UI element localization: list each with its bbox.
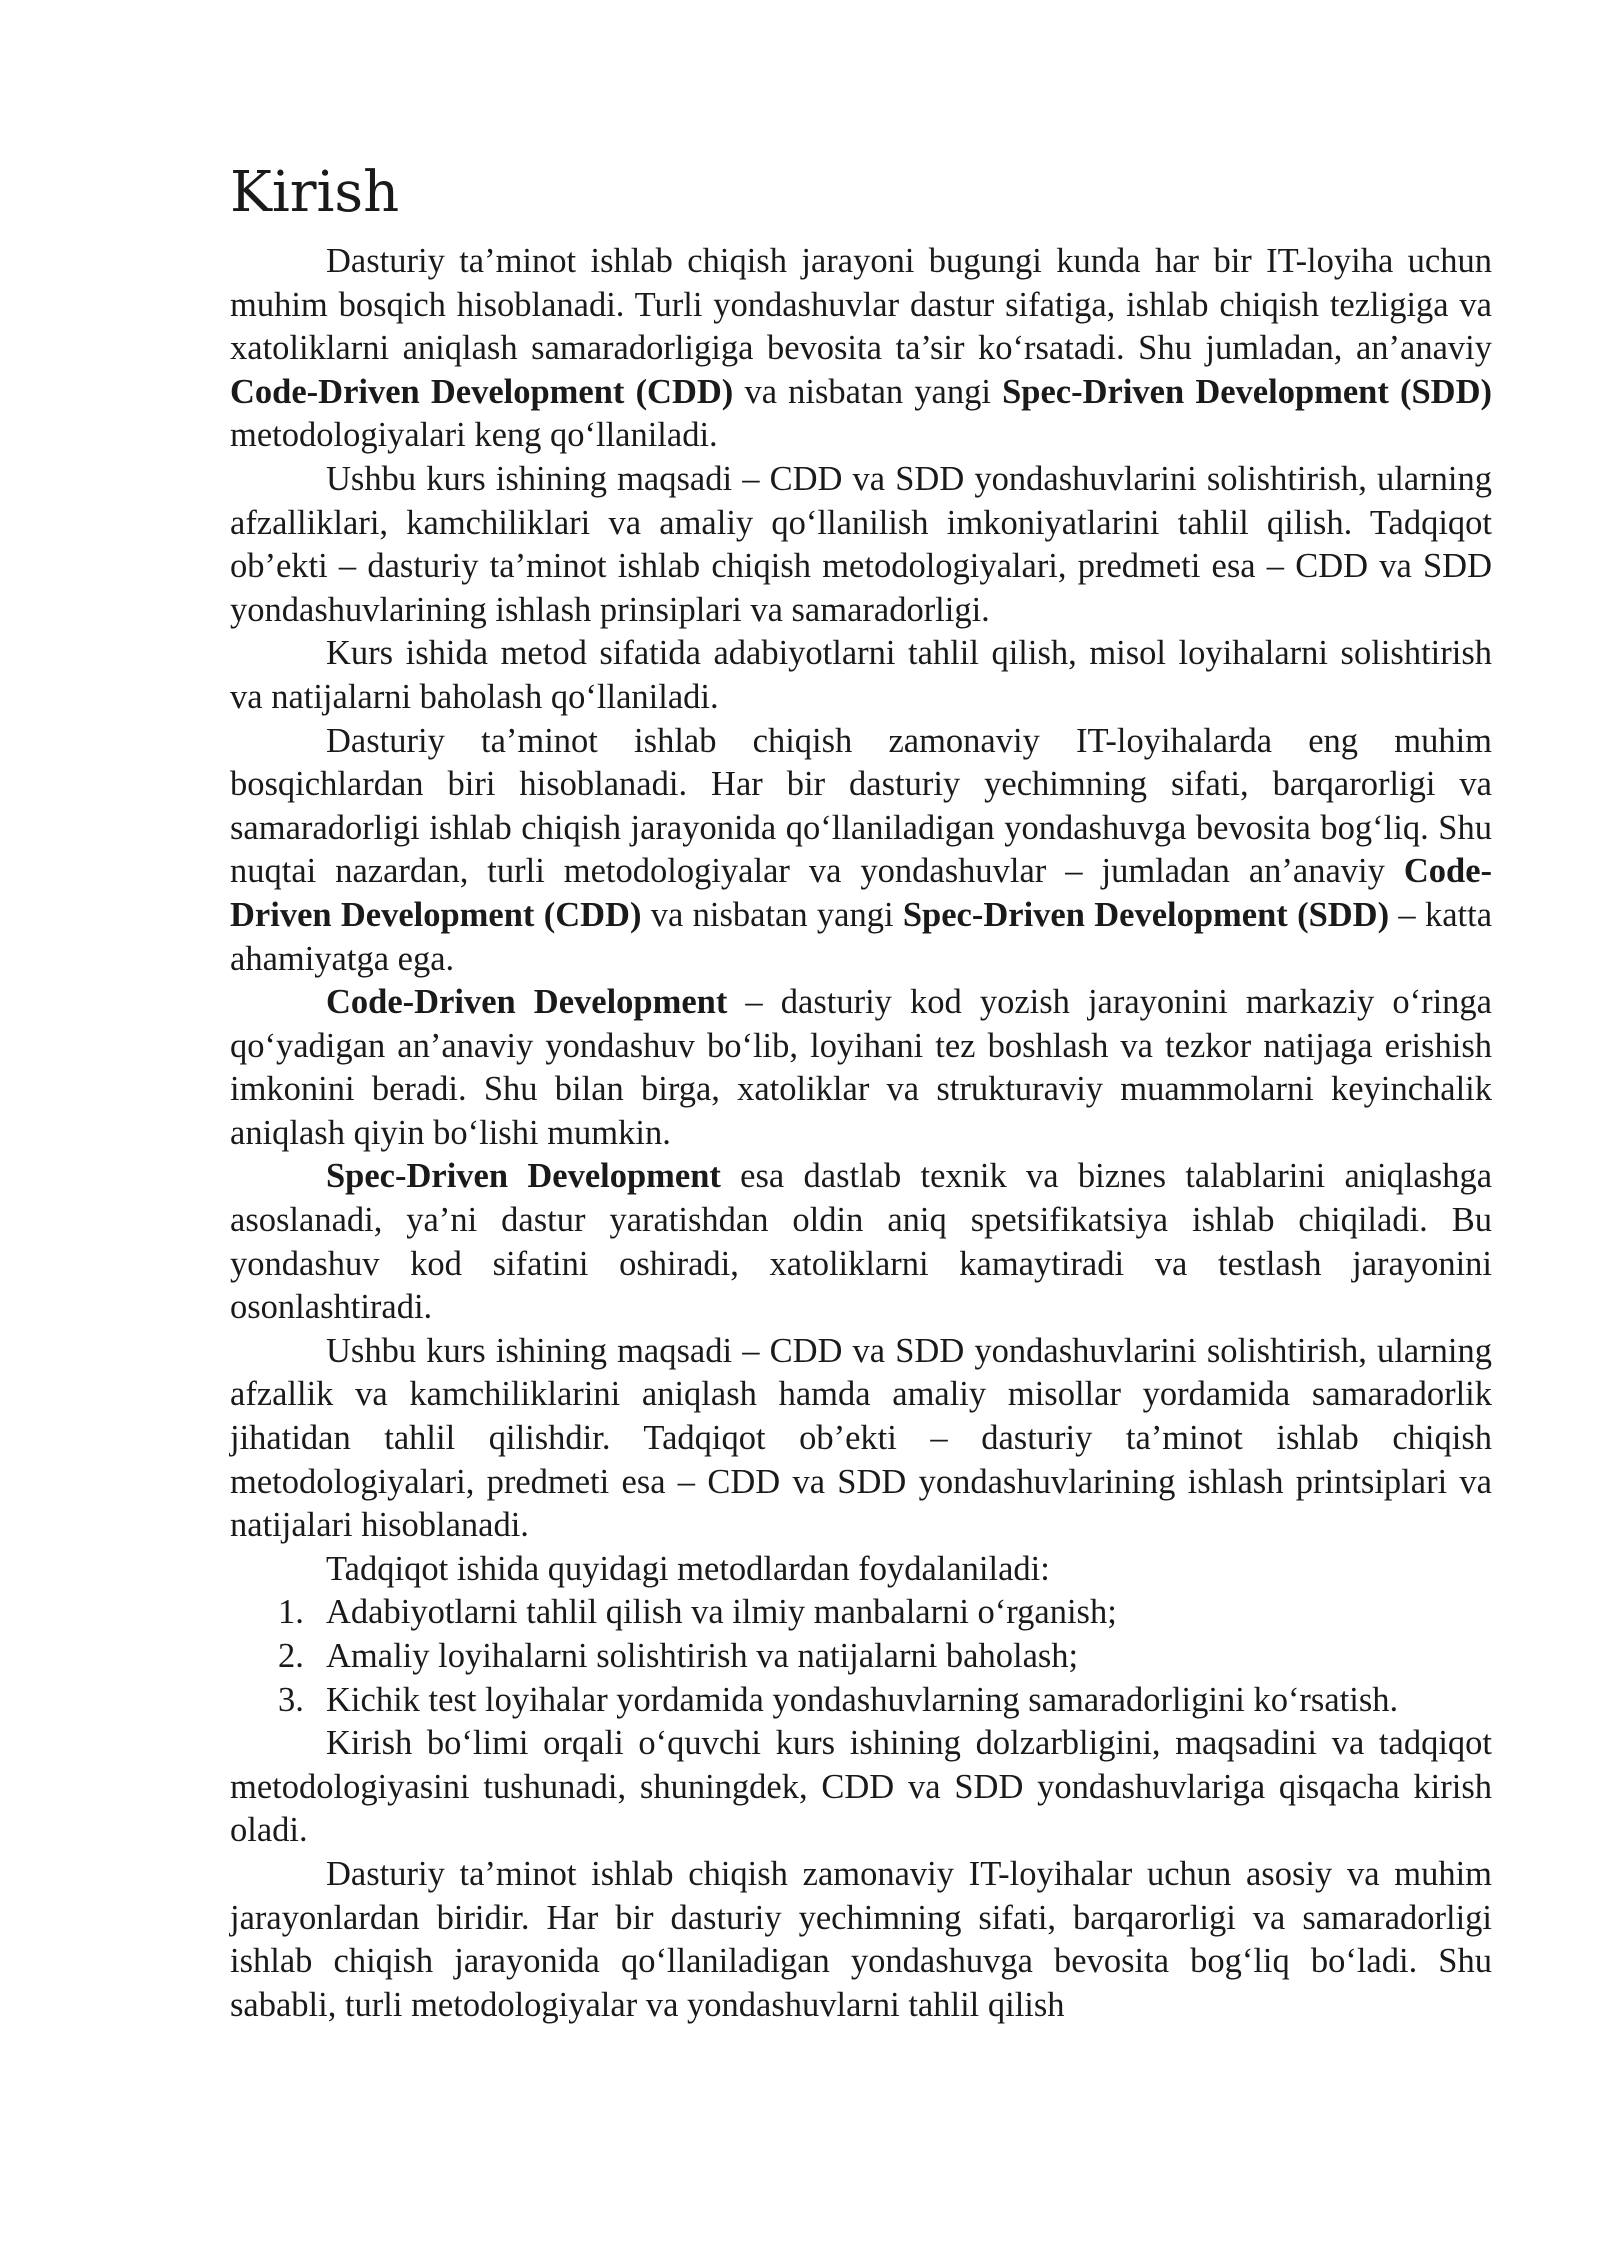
paragraph-4-text-a: Dasturiy ta’minot ishlab chiqish zamonaviy IT-loyihalarda eng muhim bosqichlardan biri hisoblanadi. Har bir dasturiy yechimning sifati, barqarorligi va samaradorligi ishlab chiqish jarayonida qo‘llaniladigan yondashuvga bevosita bog‘liq. Shu nuqtai nazardan, turli metodologiyalar va yondashuvlar – jumladan an’anaviy <box>230 721 1492 891</box>
paragraph-2: Ushbu kurs ishining maqsadi – CDD va SDD yondashuvlarini solishtirish, ularning afzalliklari, kamchiliklari va amaliy qo‘llanilish imkoniyatlarini tahlil qilish. Tadqiqot ob’ekti – dasturiy ta’minot ishlab chiqish metodologiyalari, predmeti esa – CDD va SDD yondashuvlarining ishlash prinsiplari va samaradorligi. <box>230 459 1492 629</box>
paragraph-5-bold-term: Code-Driven Development <box>326 983 728 1022</box>
paragraph-7: Ushbu kurs ishining maqsadi – CDD va SDD yondashuvlarini solishtirish, ularning afzallik va kamchiliklarini aniqlash hamda amaliy misollar yordamida samaradorlik jihatidan tahlil qilishdir. Tadqiqot ob’ekti – dasturiy ta’minot ishlab chiqish metodologiyalari, predmeti esa – CDD va SDD yondashuvlarining ishlash printsiplari va natijalari hisoblanadi. <box>230 1331 1492 1545</box>
paragraph-5 <box>230 981 1492 1155</box>
paragraph-1-text-c: va nisbatan yangi <box>733 372 1003 411</box>
list-item-text: Amaliy loyihalarni solishtirish va natijalarni baholash; <box>326 1637 1079 1675</box>
list-item-number: 3. <box>278 1680 304 1719</box>
paragraph-6-text: esa dastlab texnik va biznes talablarini aniqlashga asoslanadi, ya’ni dastur yaratishdan oldin aniq spetsifikatsiya ishlab chiqiladi. Bu yondashuv kod sifatini oshiradi, xatoliklarni kamaytiradi va testlash jarayonini osonlashtiradi. <box>230 1157 1493 1327</box>
list-item-text: Kichik test loyihalar yordamida yondashuvlarning samaradorligini ko‘rsatish. <box>326 1680 1399 1719</box>
paragraph-5-text: – dasturiy kod yozish jarayonini markaziy o‘ringa qo‘yadigan an’anaviy yondashuv bo‘lib, loyihani tez boshlash va tezkor natijaga erishish imkonini beradi. Shu bilan birga, xatoliklar va strukturaviy muammolarni keyinchalik aniqlash qiyin bo‘lishi mumkin. <box>230 983 1492 1152</box>
list-item-number: 2. <box>278 1637 304 1675</box>
paragraph-4-text-c: va nisbatan yangi <box>641 895 903 934</box>
list-item <box>230 1635 1492 1679</box>
paragraph-10: Dasturiy ta’minot ishlab chiqish zamonaviy IT-loyihalar uchun asosiy va muhim jarayonlardan biridir. Har bir dasturiy yechimning sifati, barqarorligi va samaradorligi ishlab chiqish jarayonida qo‘llaniladigan yondashuvga bevosita bog‘liq bo‘ladi. Shu sababli, turli metodologiyalar va yondashuvlarni tahlil qilish <box>230 1854 1492 2024</box>
paragraph-1-bold-cdd: Code-Driven Development (CDD) <box>230 372 734 411</box>
paragraph-1 <box>230 240 1492 458</box>
paragraph-1-text-d: metodologiyalari keng qo‘llaniladi. <box>230 416 718 455</box>
methods-list <box>230 1591 1492 1722</box>
paragraph-9: Kirish bo‘limi orqali o‘quvchi kurs ishining dolzarbligini, maqsadini va tadqiqot metodologiyasini tushunadi, shuningdek, CDD va SDD yondashuvlariga qisqacha kirish oladi. <box>230 1724 1492 1850</box>
paragraph-4-text-d: – katta ahamiyatga ega. <box>230 895 1493 978</box>
paragraph-8: Tadqiqot ishida quyidagi metodlardan foydalaniladi: <box>326 1549 1050 1588</box>
section-title: Kirish <box>230 160 400 225</box>
paragraph-1-text-a: Dasturiy ta’minot ishlab chiqish jarayoni bugungi kunda har bir IT-loyiha uchun muhim bosqich hisoblanadi. Turli yondashuvlar dastur sifatiga, ishlab chiqish tezligiga va xatoliklarni aniqlash samaradorligiga bevosita ta’sir ko‘rsatadi. Shu jumladan, an’anaviy <box>230 242 1492 368</box>
paragraph-6-bold-term: Spec-Driven Development <box>326 1157 721 1196</box>
paragraph-6 <box>230 1155 1492 1329</box>
paragraph-4-bold-sdd: Spec-Driven Development (SDD) <box>902 895 1390 934</box>
paragraph-1-bold-sdd: Spec-Driven Development (SDD) <box>1002 372 1493 411</box>
list-item-text: Adabiyotlarni tahlil qilish va ilmiy manbalarni o‘rganish; <box>326 1593 1117 1632</box>
list-item-number: 1. <box>278 1593 304 1632</box>
paragraph-3: Kurs ishida metod sifatida adabiyotlarni tahlil qilish, misol loyihalarni solishtirish va natijalarni baholash qo‘llaniladi. <box>230 634 1492 716</box>
paragraph-4-bold-cdd: Code-Driven Development (CDD) <box>230 852 1492 934</box>
list-item <box>230 1679 1492 1723</box>
list-item <box>230 1591 1492 1635</box>
paragraph-4 <box>230 720 1492 982</box>
document-page <box>230 148 1492 2027</box>
